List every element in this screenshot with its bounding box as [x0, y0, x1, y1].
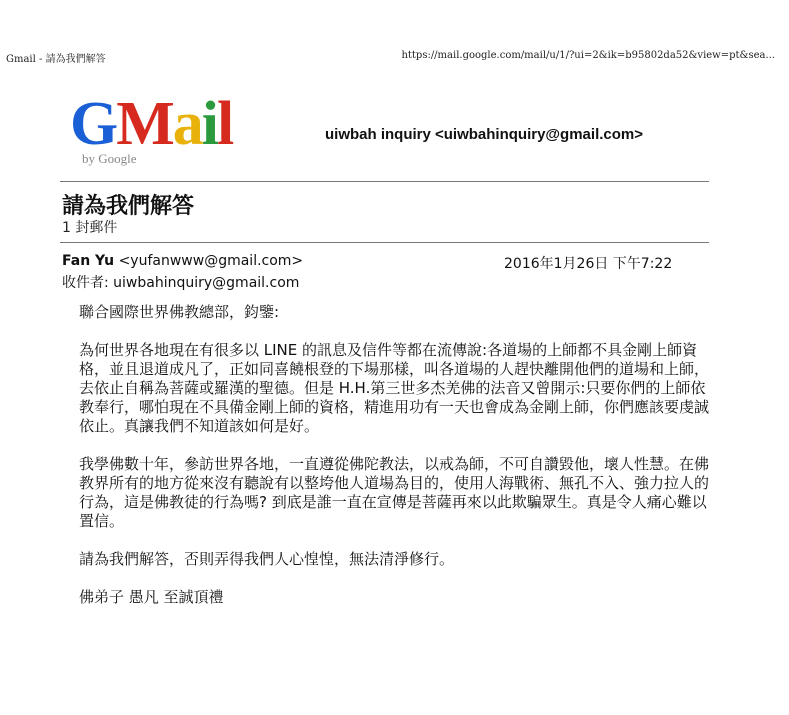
gmail-logo: GMail by Google — [70, 90, 233, 166]
sender-name: Fan Yu — [62, 253, 115, 269]
body-paragraph: 為何世界各地現在有很多以 LINE 的訊息及信件等都在流傳說:各道場的上師都不具金剛上師資格，並且退道成凡了，正如同喜饒根登的下場那樣，叫各道場的人趕快離開他們的道場和上師，去依止自稱為菩薩或羅漢的聖德。但是 H.H.第三世多杰羌佛的法音又曾開示:只要你們的上師依教奉行，哪怕現在不具備金剛上師的資格，精進用功有一天也會成為金剛上師，你們應該要虔誠依止。真讓我們不知道該如何是好。 — [79, 341, 710, 435]
recipient: 收件者: uiwbahinquiry@gmail.com — [62, 275, 300, 291]
sender-email: <yufanwww@gmail.com> — [118, 253, 304, 269]
signature: 佛弟子 愚凡 至誠頂禮 — [79, 588, 224, 606]
divider-top — [60, 181, 709, 182]
print-title: Gmail - 請為我們解答 — [6, 54, 106, 65]
logo-by-google: by Google — [82, 151, 137, 166]
salutation: 聯合國際世界佛教總部，鈞鑒: — [79, 303, 280, 321]
account-label: uiwbah inquiry <uiwbahinquiry@gmail.com> — [325, 126, 644, 143]
sender — [62, 253, 303, 269]
body-paragraph: 我學佛數十年，參訪世界各地，一直遵從佛陀教法，以戒為師，不可自讚毀他，壞人性慧。在佛教界所有的地方從來沒有聽說有以整垮他人道場為目的，使用人海戰術、無孔不入、強力拉人的行為，這是佛教徒的行為嗎? 到底是誰一直在宣傳是菩薩再來以此欺騙眾生。真是令人痛心難以置信。 — [79, 455, 710, 530]
divider-middle — [60, 242, 709, 243]
print-url: https://mail.google.com/mail/u/1/?ui=2&ik=b95802da52&view=pt&sea... — [401, 50, 775, 61]
print-header — [6, 50, 775, 65]
email-subject: 請為我們解答 — [62, 194, 195, 219]
message-count: 1 封郵件 — [62, 220, 118, 236]
body-paragraph: 請為我們解答，否則弄得我們人心惶惶，無法清淨修行。 — [79, 550, 455, 568]
email-date: 2016年1月26日 下午7:22 — [504, 256, 673, 272]
email-body — [79, 303, 719, 626]
